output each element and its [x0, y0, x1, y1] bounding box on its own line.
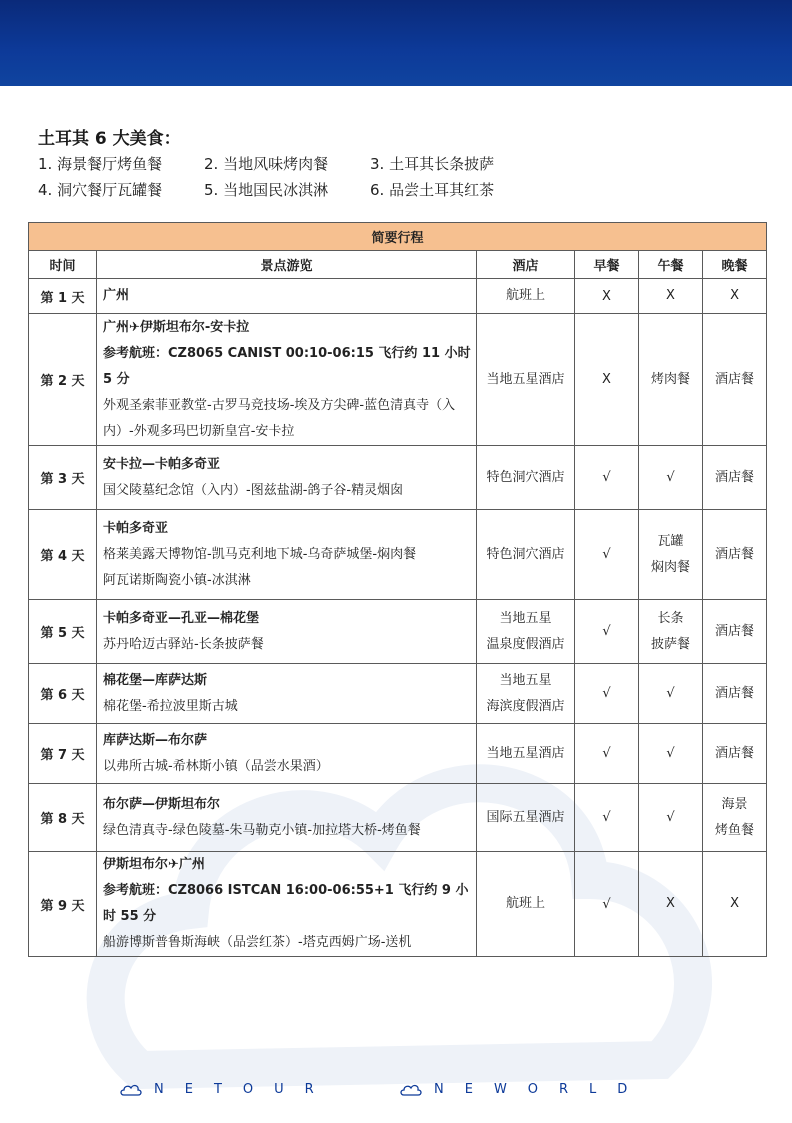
- table-row: [29, 724, 767, 784]
- day-cell: 第 9 天: [29, 852, 97, 957]
- hotel-cell: [477, 852, 575, 957]
- dinner-cell-line: 酒店餐: [715, 685, 755, 701]
- lunch-cell: [639, 446, 703, 510]
- dinner-cell-line: 烤鱼餐: [715, 822, 755, 838]
- footer-right: [400, 1082, 648, 1097]
- header-breakfast: 早餐: [575, 251, 639, 279]
- food-item: 3. 土耳其长条披萨: [370, 155, 495, 173]
- lunch-cell: [639, 279, 703, 314]
- lunch-cell: [639, 510, 703, 600]
- footer-right-text: NEWORLD: [434, 1082, 649, 1097]
- route-text: 广州✈伊斯坦布尔-安卡拉: [103, 319, 250, 335]
- hotel-cell: [477, 784, 575, 852]
- dinner-cell: [703, 784, 767, 852]
- hotel-cell-line: 航班上: [505, 896, 545, 911]
- day-cell: 第 2 天: [29, 314, 97, 446]
- spots-cell: [97, 279, 477, 314]
- route-text: 伊斯坦布尔✈广州: [103, 857, 205, 872]
- footer: [0, 1080, 792, 1104]
- spots-cell: [97, 784, 477, 852]
- food-item: 5. 当地国民冰淇淋: [204, 181, 329, 199]
- route-text: 卡帕多奇亚: [103, 520, 169, 536]
- dinner-cell: [703, 852, 767, 957]
- route-text: 广州: [103, 288, 130, 303]
- spot-desc: 阿瓦诺斯陶瓷小镇-冰淇淋: [103, 572, 251, 588]
- dinner-cell: [703, 724, 767, 784]
- header-dinner: 晚餐: [703, 251, 767, 279]
- hotel-cell: [477, 664, 575, 724]
- header-time: 时间: [29, 251, 97, 279]
- hotel-cell-line: 海滨度假酒店: [486, 698, 565, 714]
- hotel-cell: [477, 600, 575, 664]
- hotel-cell: [477, 279, 575, 314]
- hotel-cell-line: 国际五星酒店: [486, 809, 565, 825]
- breakfast-cell: √: [575, 724, 639, 784]
- lunch-cell-line: X: [666, 896, 675, 911]
- hotel-cell: [477, 314, 575, 446]
- hotel-cell-line: 当地五星酒店: [486, 745, 565, 761]
- hotel-cell-line: 航班上: [505, 288, 545, 303]
- dinner-cell: [703, 600, 767, 664]
- dinner-cell-line: 海景: [721, 796, 748, 812]
- spots-cell: [97, 314, 477, 446]
- spot-desc: 国父陵墓纪念馆（入内）-图兹盐湖-鸽子谷-精灵烟囱: [103, 482, 404, 498]
- header-lunch: 午餐: [639, 251, 703, 279]
- day-cell: 第 1 天: [29, 279, 97, 314]
- spot-desc: 绿色清真寺-绿色陵墓-朱马勒克小镇-加拉塔大桥-烤鱼餐: [103, 822, 421, 838]
- dinner-cell-line: X: [730, 896, 739, 911]
- itinerary-table: [28, 222, 767, 957]
- hotel-cell: [477, 446, 575, 510]
- lunch-cell-line: 瓦罐: [657, 533, 684, 549]
- dinner-cell: [703, 510, 767, 600]
- day-cell: 第 4 天: [29, 510, 97, 600]
- spot-desc: 格莱美露天博物馆-凯马克利地下城-乌奇萨城堡-焖肉餐: [103, 546, 417, 562]
- food-item: 1. 海景餐厅烤鱼餐: [38, 155, 163, 173]
- dinner-cell: [703, 279, 767, 314]
- hotel-cell-line: 温泉度假酒店: [486, 636, 565, 652]
- dinner-cell-line: 酒店餐: [715, 745, 755, 761]
- spot-desc: 船游博斯普鲁斯海峡（品尝红茶）-塔克西姆广场-送机: [103, 935, 412, 950]
- lunch-cell: [639, 724, 703, 784]
- header-band: [0, 0, 792, 86]
- lunch-cell-line: 焖肉餐: [650, 559, 690, 575]
- spot-desc: 棉花堡-希拉波里斯古城: [103, 698, 238, 714]
- spots-cell: [97, 724, 477, 784]
- dinner-cell-line: 酒店餐: [715, 623, 755, 639]
- spots-cell: [97, 664, 477, 724]
- lunch-cell-line: √: [666, 685, 675, 701]
- day-cell: 第 5 天: [29, 600, 97, 664]
- table-caption: 简要行程: [29, 223, 767, 251]
- dinner-cell-line: 酒店餐: [715, 546, 755, 562]
- breakfast-cell: √: [575, 664, 639, 724]
- spots-cell: [97, 852, 477, 957]
- table-row: [29, 784, 767, 852]
- lunch-cell-line: 长条: [657, 610, 684, 626]
- day-cell: 第 3 天: [29, 446, 97, 510]
- table-row: [29, 664, 767, 724]
- breakfast-cell: √: [575, 446, 639, 510]
- cloud-icon: [120, 1083, 142, 1097]
- table-row: [29, 510, 767, 600]
- breakfast-cell: X: [575, 314, 639, 446]
- spots-cell: [97, 600, 477, 664]
- dinner-cell-line: X: [730, 288, 739, 303]
- breakfast-cell: √: [575, 600, 639, 664]
- header-spots: 景点游览: [97, 251, 477, 279]
- route-text: 棉花堡—库萨达斯: [103, 672, 208, 688]
- route-text: 卡帕多奇亚—孔亚—棉花堡: [103, 610, 260, 626]
- food-section: [38, 124, 758, 201]
- footer-left: [120, 1082, 335, 1097]
- flight-text: 参考航班：CZ8066 ISTCAN 16:00-06:55+1 飞行约 9 小时 55 分: [103, 883, 469, 924]
- dinner-cell-line: 酒店餐: [715, 469, 755, 485]
- dinner-cell: [703, 664, 767, 724]
- hotel-cell-line: 特色洞穴酒店: [486, 546, 565, 562]
- lunch-cell-line: √: [666, 809, 675, 825]
- spots-cell: [97, 446, 477, 510]
- day-cell: 第 6 天: [29, 664, 97, 724]
- lunch-cell-line: √: [666, 469, 675, 485]
- table-row: [29, 600, 767, 664]
- cloud-icon: [400, 1083, 422, 1097]
- hotel-cell-line: 当地五星酒店: [486, 371, 565, 387]
- hotel-cell: [477, 510, 575, 600]
- day-cell: 第 7 天: [29, 724, 97, 784]
- lunch-cell: [639, 314, 703, 446]
- dinner-cell: [703, 446, 767, 510]
- table-row: [29, 446, 767, 510]
- route-text: 安卡拉—卡帕多奇亚: [103, 456, 221, 472]
- food-item: 2. 当地风味烤肉餐: [204, 155, 329, 173]
- table-row: [29, 314, 767, 446]
- itinerary-body: [29, 279, 767, 957]
- flight-text: 参考航班：CZ8065 CANIST 00:10-06:15 飞行约 11 小时 5 分: [103, 345, 471, 387]
- hotel-cell-line: 特色洞穴酒店: [486, 469, 565, 485]
- route-text: 库萨达斯—布尔萨: [103, 732, 208, 748]
- dinner-cell: [703, 314, 767, 446]
- lunch-cell-line: 披萨餐: [650, 636, 690, 652]
- header-hotel: 酒店: [477, 251, 575, 279]
- lunch-cell-line: √: [666, 745, 675, 761]
- spots-cell: [97, 510, 477, 600]
- lunch-cell: [639, 600, 703, 664]
- dinner-cell-line: 酒店餐: [715, 371, 755, 387]
- food-list: [38, 153, 758, 201]
- table-row: [29, 852, 767, 957]
- spot-desc: 苏丹哈迈古驿站-长条披萨餐: [103, 636, 264, 652]
- spot-desc: 外观圣索菲亚教堂-古罗马竞技场-埃及方尖碑-蓝色清真寺（入内）-外观多玛巴切新皇宫-安卡拉: [103, 397, 456, 439]
- food-item: 4. 洞穴餐厅瓦罐餐: [38, 181, 163, 199]
- lunch-cell-line: X: [666, 288, 675, 303]
- lunch-cell: [639, 852, 703, 957]
- table-row: [29, 279, 767, 314]
- day-cell: 第 8 天: [29, 784, 97, 852]
- spot-desc: 以弗所古城-希林斯小镇（品尝水果酒）: [103, 758, 329, 774]
- hotel-cell-line: 当地五星: [499, 672, 552, 688]
- food-item: 6. 品尝土耳其红茶: [370, 181, 495, 199]
- lunch-cell: [639, 784, 703, 852]
- footer-left-text: NETOUR: [154, 1082, 335, 1097]
- food-title: 土耳其 6 大美食：: [38, 129, 181, 149]
- hotel-cell-line: 当地五星: [499, 610, 552, 626]
- hotel-cell: [477, 724, 575, 784]
- breakfast-cell: √: [575, 510, 639, 600]
- breakfast-cell: √: [575, 852, 639, 957]
- lunch-cell-line: 烤肉餐: [650, 371, 690, 387]
- lunch-cell: [639, 664, 703, 724]
- breakfast-cell: X: [575, 279, 639, 314]
- breakfast-cell: √: [575, 784, 639, 852]
- route-text: 布尔萨—伊斯坦布尔: [103, 796, 221, 812]
